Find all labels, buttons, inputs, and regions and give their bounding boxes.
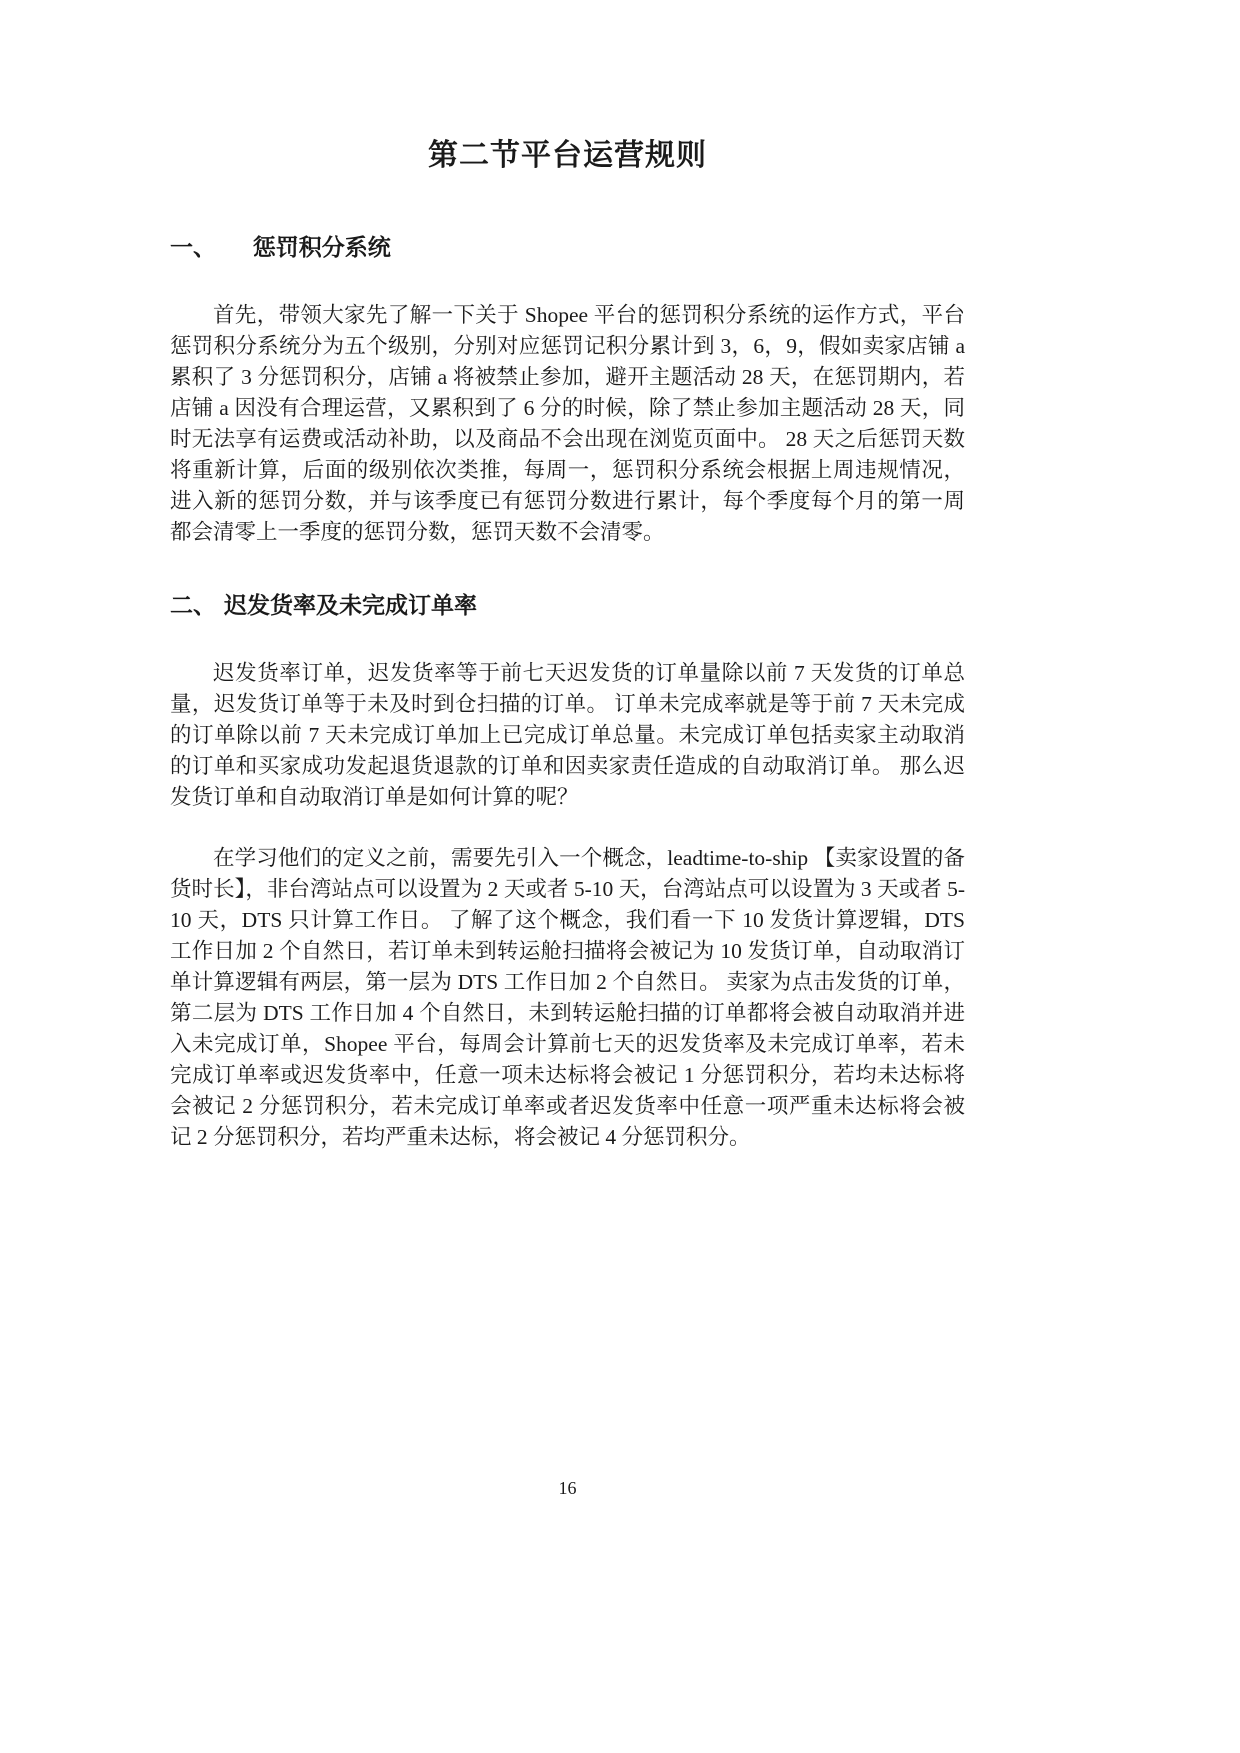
section-2-paragraph-1: 迟发货率订单，迟发货率等于前七天迟发货的订单量除以前 7 天发货的订单总量，迟发货订单等于未及时到仓扫描的订单。 订单未完成率就是等于前 7 天未完成的订单除以前 7 天未完成订单加上已完成订单总量。未完成订单包括卖家主动取消的订单和买家成功发起退货退款的订单和因卖家责任造成的自动取消订单。 那么迟发货订单和自动取消订单是如何计算的呢？ [170, 661, 965, 809]
document-content [170, 0, 965, 1153]
section-penalty-points-system [170, 232, 965, 548]
section-2-title: 迟发货率及未完成订单率 [224, 593, 478, 618]
section-1-heading [170, 232, 965, 264]
page-number: 16 [558, 1478, 577, 1498]
section-1-title: 惩罚积分系统 [252, 235, 391, 260]
section-1-number: 一、 [170, 235, 216, 260]
section-2-paragraph-2: 在学习他们的定义之前，需要先引入一个概念，leadtime-to-ship 【卖家设置的备货时长】，非台湾站点可以设置为 2 天或者 5-10 天，台湾站点可以设置为 3 天或者 5-10 天，DTS 只计算工作日。 了解了这个概念，我们看一下 10 发货计算逻辑，DTS 工作日加 2 个自然日，若订单未到转运舱扫描将会被记为 10 发货订单，自动取消订单计算逻辑有两层，第一层为 DTS 工作日加 2 个自然日。 卖家为点击发货的订单，第二层为 DTS 工作日加 4 个自然日，未到转运舱扫描的订单都将会被自动取消并进入未完成订单，Shopee 平台，每周会计算前七天的迟发货率及未完成订单率，若未完成订单率或迟发货率中，任意一项未达标将会被记 1 分惩罚积分，若均未达标将会被记 2 分惩罚积分，若未完成订单率或者迟发货率中任意一项严重未达标将会被记 2 分惩罚积分，若均严重未达标，将会被记 4 分惩罚积分。 [170, 846, 965, 1149]
document-title: 第二节平台运营规则 [428, 139, 707, 172]
section-2-number: 二、 [170, 593, 216, 618]
section-2-heading [170, 590, 965, 622]
section-late-shipment-rate [170, 590, 965, 1153]
section-1-paragraph-1: 首先，带领大家先了解一下关于 Shopee 平台的惩罚积分系统的运作方式，平台惩罚积分系统分为五个级别，分别对应惩罚记积分累计到 3，6，9，假如卖家店铺 a 累积了 3 分惩罚积分，店铺 a 将被禁止参加，避开主题活动 28 天，在惩罚期内，若店铺 a 因没有合理运营，又累积到了 6 分的时候，除了禁止参加主题活动 28 天，同时无法享有运费或活动补助，以及商品不会出现在浏览页面中。 28 天之后惩罚天数将重新计算，后面的级别依次类推，每周一，惩罚积分系统会根据上周违规情况，进入新的惩罚分数，并与该季度已有惩罚分数进行累计，每个季度每个月的第一周都会清零上一季度的惩罚分数，惩罚天数不会清零。 [170, 303, 965, 544]
